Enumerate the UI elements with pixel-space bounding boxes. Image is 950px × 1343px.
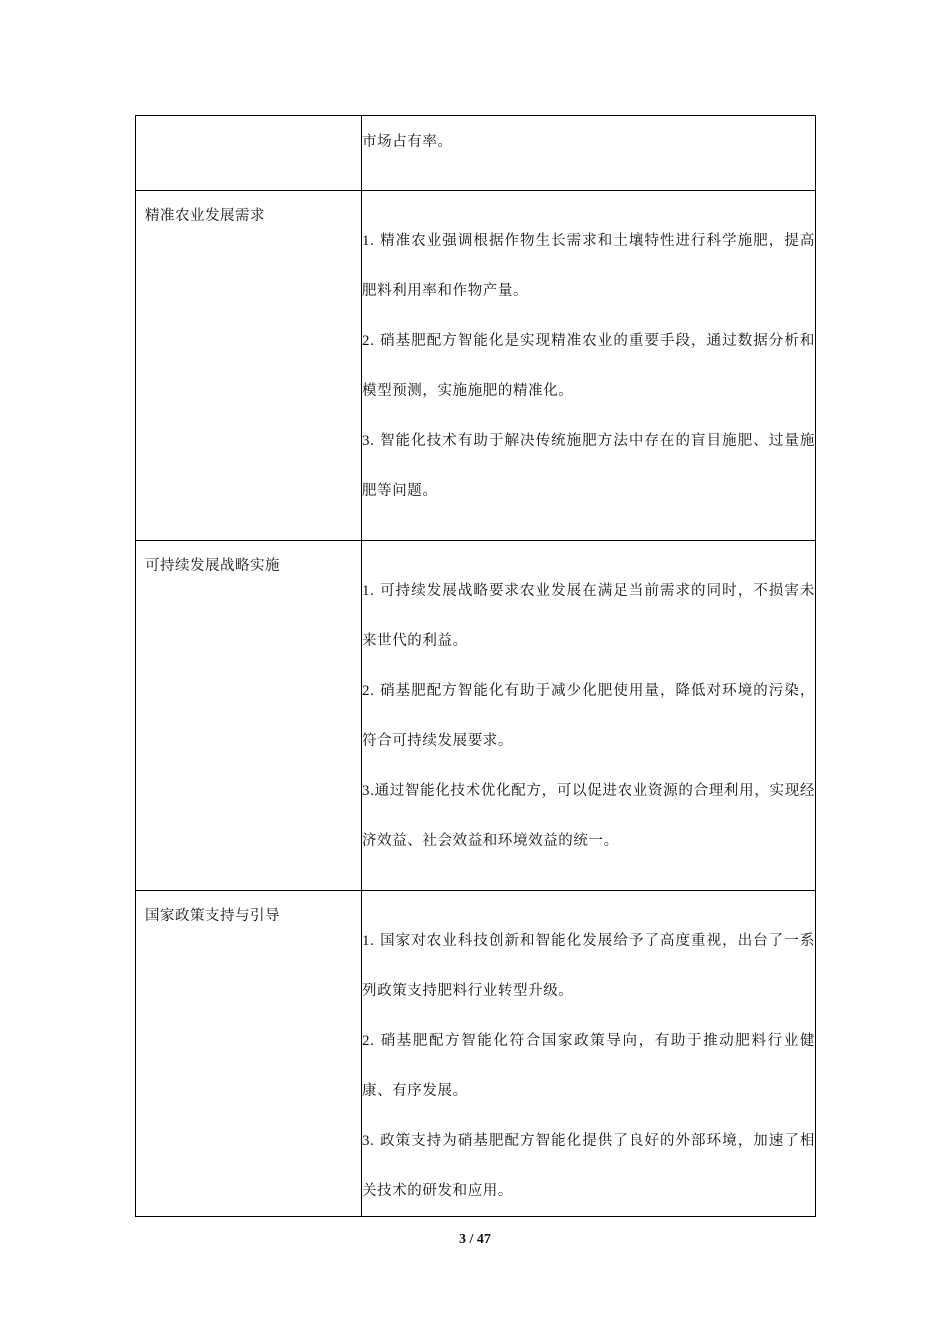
item-text: 政策支持为硝基肥配方智能化提供了良好的外部环境，加速了相关技术的研发和应用。 [362, 1133, 815, 1199]
row-content-cell [362, 541, 816, 891]
row-content-cell [362, 116, 816, 191]
list-item [362, 316, 815, 416]
item-text: 精准农业强调根据作物生长需求和土壤特性进行科学施肥，提高肥料利用率和作物产量。 [362, 233, 815, 299]
row-content-cell [362, 191, 816, 541]
continuation-text: 市场占有率。 [362, 134, 453, 150]
item-number: 3. [362, 433, 375, 449]
table-row [136, 191, 816, 541]
list-item [362, 566, 815, 666]
row-label-cell [136, 891, 362, 1217]
item-number: 1. [362, 933, 375, 949]
item-text: 国家对农业科技创新和智能化发展给予了高度重视，出台了一系列政策支持肥料行业转型升级。 [362, 933, 815, 999]
row-label-cell [136, 191, 362, 541]
item-text: 可持续发展战略要求农业发展在满足当前需求的同时，不损害未来世代的利益。 [362, 583, 815, 649]
row-content-cell [362, 891, 816, 1217]
page-number: 3 / 47 [459, 1232, 491, 1247]
item-number: 2. [362, 683, 375, 699]
item-number: 2. [362, 1033, 375, 1049]
item-number: 3. [362, 783, 375, 799]
content-table [135, 115, 816, 1217]
row-label [136, 116, 361, 131]
list-item [362, 1016, 815, 1116]
table-row [136, 541, 816, 891]
list-item [362, 416, 815, 516]
item-text: 硝基肥配方智能化有助于减少化肥使用量，降低对环境的污染，符合可持续发展要求。 [362, 683, 815, 749]
row-label: 国家政策支持与引导 [145, 908, 280, 924]
list-item [362, 666, 815, 766]
list-item [362, 766, 815, 866]
row-label: 可持续发展战略实施 [145, 558, 280, 574]
item-number: 3. [362, 1133, 375, 1149]
list-item [362, 1116, 815, 1216]
row-label-cell [136, 116, 362, 191]
item-number: 1. [362, 233, 375, 249]
table-row [136, 891, 816, 1217]
item-text: 智能化技术有助于解决传统施肥方法中存在的盲目施肥、过量施肥等问题。 [362, 433, 815, 499]
item-number: 1. [362, 583, 375, 599]
item-text: 硝基肥配方智能化符合国家政策导向，有助于推动肥料行业健康、有序发展。 [362, 1033, 815, 1099]
list-item [362, 216, 815, 316]
item-number: 2. [362, 333, 375, 349]
table-row [136, 116, 816, 191]
row-label-cell [136, 541, 362, 891]
row-label: 精准农业发展需求 [145, 208, 265, 224]
item-text: 通过智能化技术优化配方，可以促进农业资源的合理利用，实现经济效益、社会效益和环境效益的统一。 [362, 783, 815, 849]
list-item [362, 916, 815, 1016]
item-text: 硝基肥配方智能化是实现精准农业的重要手段，通过数据分析和模型预测，实施施肥的精准化。 [362, 333, 815, 399]
